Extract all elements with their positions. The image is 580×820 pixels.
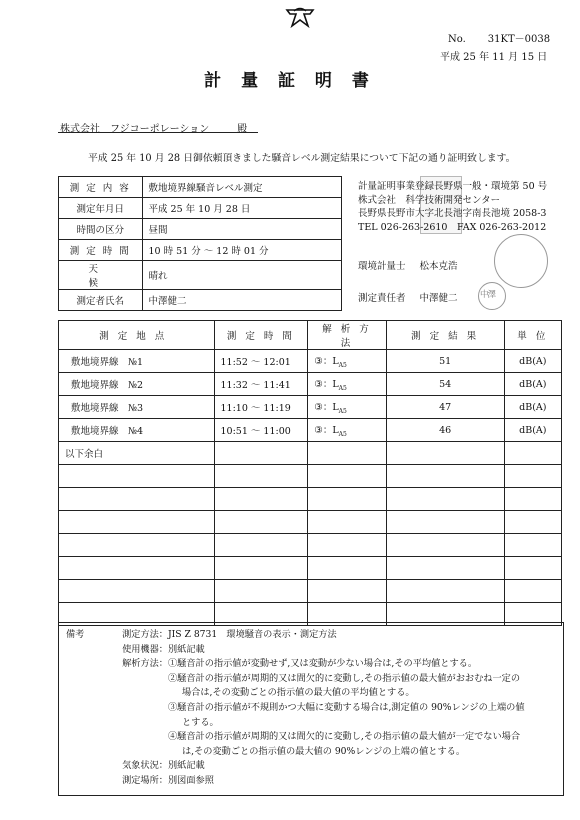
- empty-cell: [386, 511, 504, 534]
- empty-cell: [386, 557, 504, 580]
- method-text: ③：L: [314, 379, 339, 391]
- empty-cell: [59, 557, 215, 580]
- table-header-row: [59, 321, 562, 350]
- column-header-unit: 単 位: [504, 321, 561, 350]
- cell-result: 47: [386, 396, 504, 419]
- issue-date: 平成 25 年 11 月 15 日: [440, 52, 548, 63]
- empty-cell: [308, 580, 386, 603]
- method-subscript: A5: [338, 384, 347, 392]
- empty-cell: [59, 465, 215, 488]
- empty-row: [59, 557, 562, 580]
- cell-method: [308, 419, 386, 442]
- table-row: [59, 419, 562, 442]
- info-label: 測 定 内 容: [59, 177, 143, 198]
- empty-cell: [504, 488, 561, 511]
- empty-cell: [386, 580, 504, 603]
- column-header-result: 測 定 結 果: [386, 321, 504, 350]
- info-value: 平成 25 年 10 月 28 日: [142, 198, 341, 219]
- env-measurer-label: 環境計量士: [358, 261, 406, 272]
- cell-unit: dB(A): [504, 350, 561, 373]
- env-measurer-name: 松本克浩: [419, 261, 458, 272]
- intro-text: 平成 25 年 10 月 28 日御依頼頂きました騒音レベル測定結果について下記の通り証明致します。: [88, 153, 516, 164]
- info-row: [59, 177, 342, 198]
- analysis-item-4b: は,その変動ごとの指示値の最大値の 90%レンジの上端の値とする。: [182, 745, 466, 757]
- notes-spacer: [66, 643, 102, 658]
- cell-unit: dB(A): [504, 396, 561, 419]
- cell-place: 敷地境界線 №3: [59, 396, 215, 419]
- info-label: 測 定 時 間: [59, 240, 143, 261]
- analysis-item-4a: ④騒音計の指示値が周期的又は間欠的に変動し,その指示値の最大値が一定でない場合: [168, 731, 521, 743]
- info-row: [59, 240, 342, 261]
- weather-label: 気象状況：: [122, 760, 168, 772]
- cell-result: 51: [386, 350, 504, 373]
- notes-spacer: [66, 759, 102, 774]
- empty-cell: [504, 465, 561, 488]
- empty-cell: [504, 442, 561, 465]
- method-label: 測定方法：: [122, 629, 168, 640]
- device-label: 使用機器：: [122, 643, 168, 655]
- notes-row: [66, 774, 525, 789]
- document-title: 計 量 証 明 書: [204, 71, 376, 91]
- notes-row: [66, 628, 525, 643]
- responsible-label: 測定責任者: [358, 293, 406, 304]
- empty-cell: [214, 580, 308, 603]
- empty-cell: [308, 488, 386, 511]
- cell-method: [308, 373, 386, 396]
- empty-cell: [386, 488, 504, 511]
- empty-row: [59, 465, 562, 488]
- empty-row: [59, 534, 562, 557]
- method-text: ③：L: [314, 356, 339, 368]
- cell-method: [308, 396, 386, 419]
- cell-time: 10:51 ～ 11:00: [214, 419, 308, 442]
- environmental-measurer: [358, 258, 458, 272]
- responsible-person: [358, 290, 458, 304]
- table-row: [59, 373, 562, 396]
- location-label: 測定場所：: [122, 774, 168, 786]
- cell-result: 46: [386, 419, 504, 442]
- recipient-underline: [58, 132, 258, 133]
- registration-number: 計量証明事業登録長野県一般・環境第 50 号: [358, 181, 548, 192]
- info-row: [59, 219, 342, 240]
- company-address: 長野県長野市大字北長池字南長池境 2058-3: [358, 208, 547, 219]
- info-value: 敷地境界線騒音レベル測定: [142, 177, 341, 198]
- cell-time: 11:10 ～ 11:19: [214, 396, 308, 419]
- cell-unit: dB(A): [504, 419, 561, 442]
- recipient-name: 株式会社 フジコーポレーション: [60, 124, 210, 135]
- empty-cell: [504, 557, 561, 580]
- remainder-note: 以下余白: [59, 442, 215, 465]
- empty-cell: [59, 534, 215, 557]
- cell-place: 敷地境界線 №2: [59, 373, 215, 396]
- empty-cell: [214, 557, 308, 580]
- analysis-item-3b: とする。: [182, 716, 219, 728]
- info-row: [59, 198, 342, 219]
- empty-row: [59, 511, 562, 534]
- notes-section: [66, 628, 525, 789]
- info-label: 天 候: [59, 261, 143, 290]
- notes-spacer: [66, 657, 102, 672]
- cell-method: [308, 350, 386, 373]
- empty-cell: [59, 488, 215, 511]
- empty-cell: [386, 534, 504, 557]
- company-name: 株式会社 科学技術開発センター: [358, 194, 501, 206]
- method-value: JIS Z 8731 環境騒音の表示・測定方法: [168, 629, 337, 640]
- cell-time: 11:32 ～ 11:41: [214, 373, 308, 396]
- cell-unit: dB(A): [504, 373, 561, 396]
- measurement-info-table: [58, 176, 342, 311]
- info-row: [59, 290, 342, 311]
- empty-cell: [308, 534, 386, 557]
- analysis-item-2a: ②騒音計の指示値が周期的又は間欠的に変動し,その指示値の最大値がおおむね一定の: [168, 672, 521, 684]
- analysis-item-1: ①騒音計の指示値が変動せず,又は変動が少ない場合は,その平均値とする。: [168, 658, 478, 670]
- empty-row: [59, 580, 562, 603]
- empty-cell: [504, 511, 561, 534]
- document-number-value: 31KT－0038: [487, 34, 551, 45]
- empty-cell: [308, 557, 386, 580]
- table-row: [59, 350, 562, 373]
- empty-cell: [214, 465, 308, 488]
- contact-numbers: TEL 026-263-2610 FAX 026-263-2012: [358, 221, 547, 233]
- device-value: 別紙記載: [168, 643, 205, 655]
- notes-spacer: [66, 774, 102, 789]
- measurer-seal-stamp: [494, 234, 548, 288]
- info-value: 中澤健二: [142, 290, 341, 311]
- cell-result: 54: [386, 373, 504, 396]
- info-label: 測定年月日: [59, 198, 143, 219]
- method-text: ③：L: [314, 425, 339, 437]
- empty-cell: [59, 580, 215, 603]
- table-row: [59, 442, 562, 465]
- method-subscript: A5: [338, 430, 347, 438]
- info-row: [59, 261, 342, 290]
- empty-cell: [504, 580, 561, 603]
- empty-cell: [214, 488, 308, 511]
- empty-cell: [59, 511, 215, 534]
- empty-cell: [214, 442, 308, 465]
- empty-cell: [214, 511, 308, 534]
- info-value: 晴れ: [142, 261, 341, 290]
- method-subscript: A5: [338, 407, 347, 415]
- cell-place: 敷地境界線 №4: [59, 419, 215, 442]
- results-table: [58, 320, 562, 626]
- weather-value: 別紙記載: [168, 760, 205, 772]
- analysis-label: 解析方法：: [122, 658, 168, 670]
- info-label: 測定者氏名: [59, 290, 143, 311]
- empty-cell: [386, 465, 504, 488]
- notes-heading: 備考: [66, 629, 85, 640]
- method-text: ③：L: [314, 402, 339, 414]
- empty-cell: [504, 534, 561, 557]
- info-label: 時間の区分: [59, 219, 143, 240]
- empty-cell: [308, 442, 386, 465]
- certifier-block: [358, 180, 547, 234]
- method-subscript: A5: [338, 361, 347, 369]
- column-header-method: 解 析 方 法: [308, 321, 386, 350]
- column-header-place: 測 定 地 点: [59, 321, 215, 350]
- document-number: [448, 30, 550, 45]
- empty-cell: [214, 534, 308, 557]
- notes-row: [66, 643, 525, 658]
- info-value: 昼間: [142, 219, 341, 240]
- cell-place: 敷地境界線 №1: [59, 350, 215, 373]
- stamp-text: 中澤: [480, 290, 496, 300]
- notes-row: [66, 759, 525, 774]
- empty-cell: [308, 511, 386, 534]
- location-value: 別図面参照: [168, 774, 214, 786]
- column-header-time: 測 定 時 間: [214, 321, 308, 350]
- empty-cell: [386, 442, 504, 465]
- company-logo-icon: [284, 6, 316, 30]
- recipient-honorific: 殿: [237, 124, 248, 135]
- info-value: 10 時 51 分 ～ 12 時 01 分: [142, 240, 341, 261]
- analysis-item-3a: ③騒音計の指示値が不規則かつ大幅に変動する場合は,測定値の 90%レンジの上端の値: [168, 701, 525, 713]
- analysis-item-2b: 場合は,その変動ごとの指示値の最大値の平均値とする。: [182, 687, 415, 699]
- document-number-label: No.: [448, 34, 466, 45]
- empty-cell: [308, 465, 386, 488]
- responsible-name: 中澤健二: [419, 293, 458, 304]
- table-row: [59, 396, 562, 419]
- cell-time: 11:52 ～ 12:01: [214, 350, 308, 373]
- empty-row: [59, 488, 562, 511]
- notes-row: [66, 657, 525, 672]
